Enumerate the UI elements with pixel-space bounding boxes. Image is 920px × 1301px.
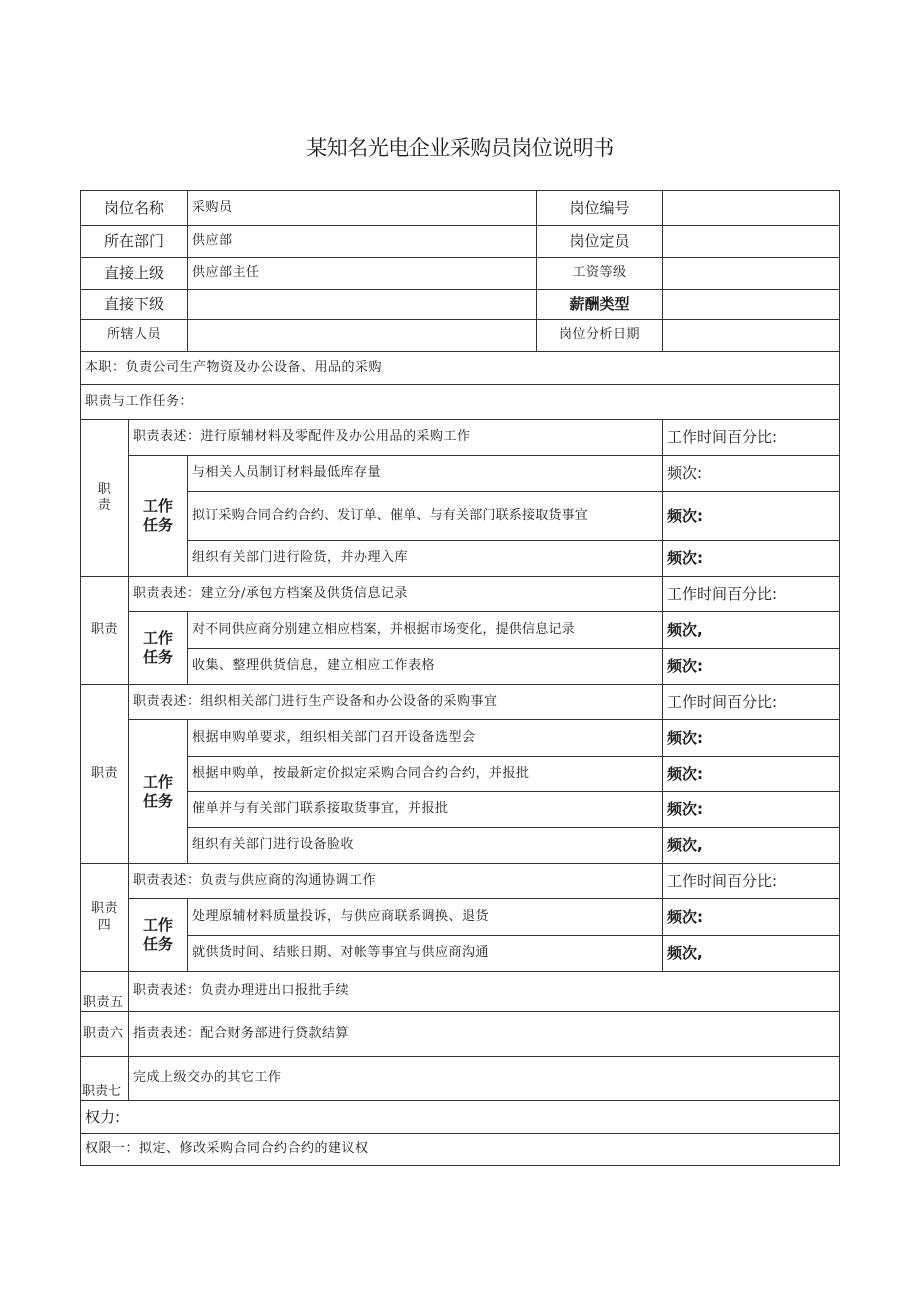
value-position-code — [662, 190, 840, 226]
main-duty-row: 本职：负责公司生产物资及办公设备、用品的采购 — [80, 351, 840, 385]
duty1-task3: 组织有关部门进行险货，并办理入库 — [187, 540, 663, 577]
duty2-freq2: 频次: — [662, 648, 840, 685]
label-department: 所在部门 — [80, 225, 188, 258]
duty2-task-label: 工作任务 — [128, 611, 188, 685]
value-pay-type — [662, 289, 840, 320]
duty3-freq1: 频次: — [662, 719, 840, 757]
label-pay-type: 薪酬类型 — [536, 289, 663, 320]
duty4-description: 职责表述：负责与供应商的沟通协调工作 — [128, 863, 663, 899]
page-title: 某知名光电企业采购员岗位说明书 — [306, 136, 614, 160]
duty2-task2: 收集、整理供货信息，建立相应工作表格 — [187, 648, 663, 685]
value-staff-managed — [187, 319, 537, 352]
duty7-label: 职责七 — [80, 1056, 129, 1101]
duty2-time-percent: 工作时间百分比: — [662, 576, 840, 612]
duty4-task1: 处理原辅材料质量投诉，与供应商联系调换、退货 — [187, 898, 663, 936]
duty4-freq1: 频次: — [662, 898, 840, 936]
duty3-label: 职责 — [80, 684, 129, 864]
duty4-time-percent: 工作时间百分比: — [662, 863, 840, 899]
authority-header: 权力: — [80, 1100, 840, 1134]
duty2-freq1: 频次, — [662, 611, 840, 649]
duty5-description: 职责表述：负责办理进出口报批手续 — [128, 971, 840, 1012]
duty4-task2: 就供货时间、结账日期、对帐等事宜与供应商沟通 — [187, 935, 663, 972]
duty3-task2: 根据申购单，按最新定价拟定采购合同合约合约，并报批 — [187, 756, 663, 792]
duty1-freq3: 频次: — [662, 540, 840, 577]
value-department: 供应部 — [187, 225, 537, 258]
authority-item-1: 权限一：拟定、修改采购合同合约合约的建议权 — [80, 1133, 840, 1166]
duty1-freq2: 频次: — [662, 491, 840, 541]
duty2-label: 职责 — [80, 576, 129, 685]
label-analysis-date: 岗位分析日期 — [536, 319, 663, 352]
label-salary-grade: 工资等级 — [536, 257, 663, 290]
label-position-code: 岗位编号 — [536, 190, 663, 226]
duty1-label: 职责 — [80, 419, 129, 577]
duty7-description: 完成上级交办的其它工作 — [128, 1056, 840, 1101]
label-position-name: 岗位名称 — [80, 190, 188, 226]
duty5-label: 职责五 — [80, 971, 129, 1012]
duty3-freq3: 频次: — [662, 791, 840, 828]
duty4-label: 职责四 — [80, 863, 129, 972]
duty2-description: 职责表述：建立分/承包方档案及供货信息记录 — [128, 576, 663, 612]
duty6-description: 指责表述：配合财务部进行贷款结算 — [128, 1011, 840, 1057]
value-direct-superior: 供应部主任 — [187, 257, 537, 290]
duty6-label: 职责六 — [80, 1011, 129, 1057]
label-direct-superior: 直接上级 — [80, 257, 188, 290]
value-analysis-date — [662, 319, 840, 352]
duty1-task-label: 工作任务 — [128, 455, 188, 577]
label-headcount: 岗位定员 — [536, 225, 663, 258]
duty3-freq4: 频次, — [662, 827, 840, 864]
value-direct-subordinate — [187, 289, 537, 320]
duty2-task1: 对不同供应商分别建立相应档案，并根据市场变化，提供信息记录 — [187, 611, 663, 649]
duty3-task-label: 工作任务 — [128, 719, 188, 864]
duty1-freq1: 频次: — [662, 455, 840, 492]
duty1-time-percent: 工作时间百分比: — [662, 419, 840, 456]
value-position-name: 采购员 — [187, 190, 537, 226]
label-direct-subordinate: 直接下级 — [80, 289, 188, 320]
duties-header-row: 职责与工作任务： — [80, 384, 840, 420]
duty3-task3: 催单并与有关部门联系接取货事宜，并报批 — [187, 791, 663, 828]
duty4-task-label: 工作任务 — [128, 898, 188, 972]
value-salary-grade — [662, 257, 840, 290]
duty1-task2: 拟订采购合同合约合约、发订单、催单、与有关部门联系接取货事宜 — [187, 491, 663, 541]
duty3-task1: 根据申购单要求，组织相关部门召开设备选型会 — [187, 719, 663, 757]
label-staff-managed: 所辖人员 — [80, 319, 188, 352]
duty3-description: 职责表述：组织相关部门进行生产设备和办公设备的采购事宜 — [128, 684, 663, 720]
duty3-freq2: 频次: — [662, 756, 840, 792]
duty3-time-percent: 工作时间百分比: — [662, 684, 840, 720]
duty3-task4: 组织有关部门进行设备脸收 — [187, 827, 663, 864]
duty1-description: 职责表述：进行原辅材料及零配件及办公用品的采购工作 — [128, 419, 663, 456]
duty4-freq2: 频次, — [662, 935, 840, 972]
duty1-task1: 与相关人员制订材料最低库存量 — [187, 455, 663, 492]
value-headcount — [662, 225, 840, 258]
